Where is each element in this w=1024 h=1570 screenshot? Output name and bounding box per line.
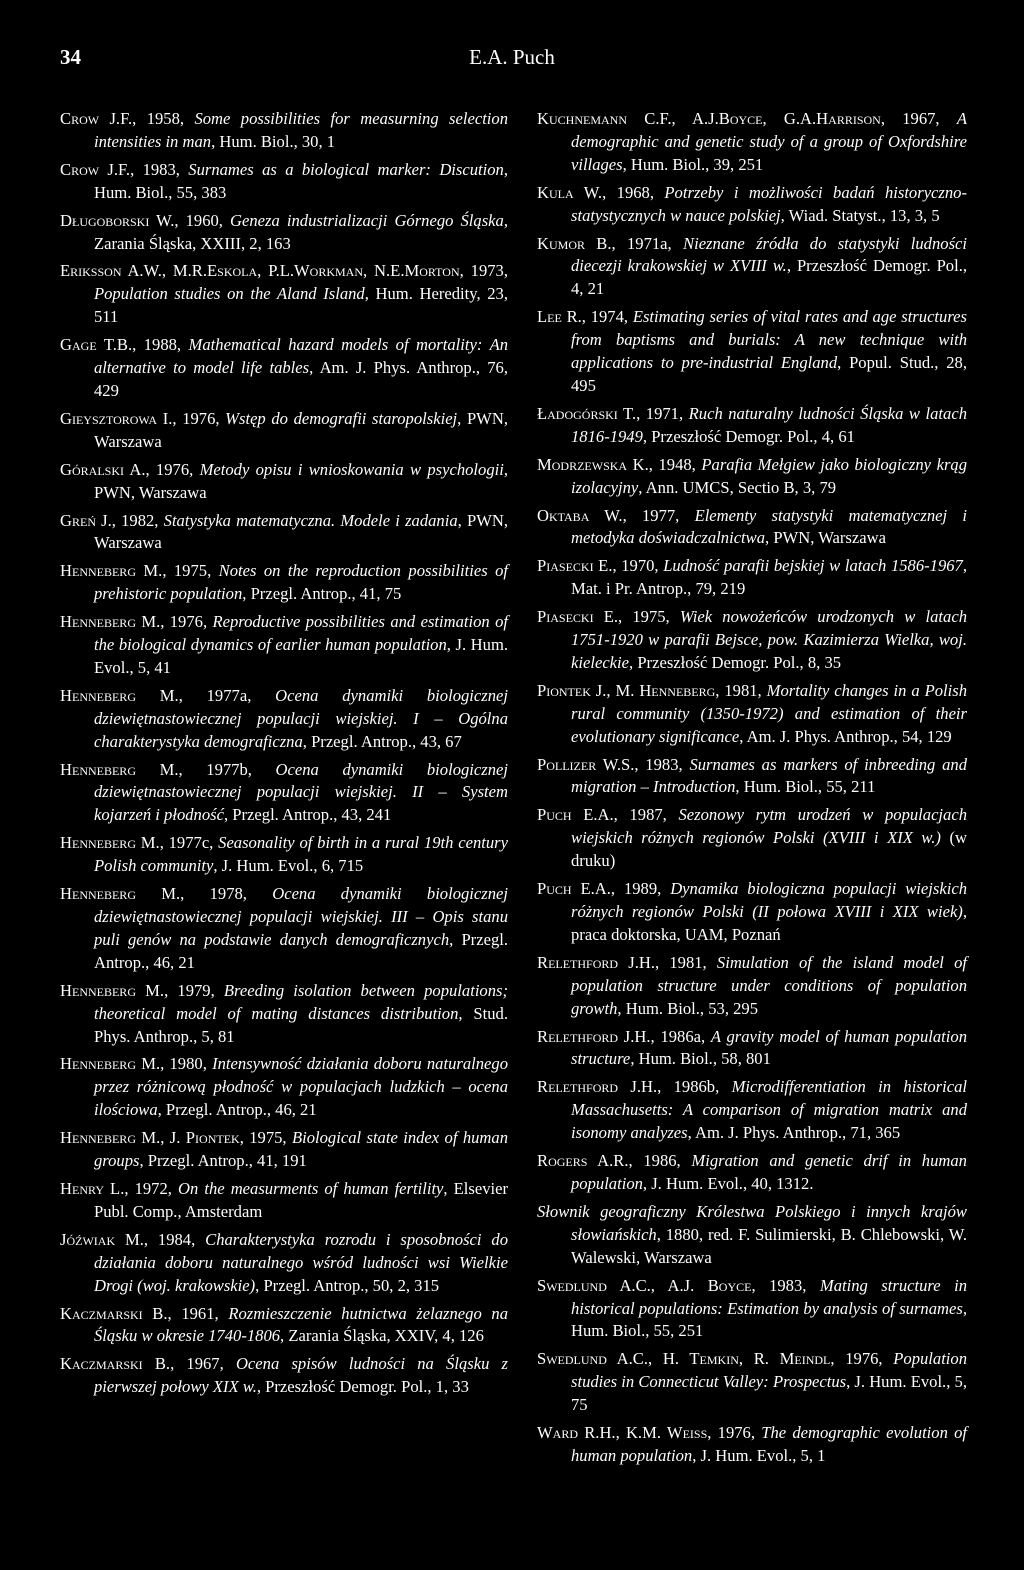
reference-year: , 1958, <box>132 109 195 128</box>
reference-author: Relethford J.H. <box>537 1077 658 1097</box>
reference-entry <box>537 306 967 398</box>
reference-source: , Am. J. Phys. Anthrop., 54, 129 <box>739 726 952 746</box>
reference-author: Henneberg M. <box>60 980 165 1000</box>
reference-title: Estimating series of vital rates and age structures from baptisms and burials: A new technique with applications to pre-industrial England <box>571 307 968 373</box>
reference-source: , Hum. Biol., 39, 251 <box>622 154 764 174</box>
reference-author: Swedlund A.C., A.J. Boyce <box>537 1275 752 1295</box>
reference-year: , 1975, <box>239 1128 292 1148</box>
reference-source: , Przeszłość Demogr. Pol., 4, 21 <box>571 256 968 299</box>
reference-year: , 1975, <box>162 561 219 581</box>
reference-year: , 1981, <box>655 952 717 972</box>
reference-title: The demographic evolution of human population <box>571 1423 968 1465</box>
reference-title: Sezonowy rytm urodzeń w populacjach wiejskich różnych regionów Polski (XVIII i XIX w.) <box>571 805 968 848</box>
reference-title: Metody opisu i wnioskowania w psychologii <box>199 459 504 479</box>
reference-author: Pollizer W.S. <box>537 754 635 774</box>
reference-entry <box>537 108 967 177</box>
reference-source: , Hum. Biol., 58, 801 <box>630 1049 771 1069</box>
reference-source: , Przegl. Antrop., 46, 21 <box>94 929 508 972</box>
reference-title: Dynamika biologiczna populacji wiejskich różnych regionów Polski (II połowa XVIII i XIX wiek) <box>571 879 967 921</box>
reference-title: Some possibilities for measurning selection intensities in man <box>94 109 509 151</box>
reference-entry <box>537 1076 967 1145</box>
reference-source: , Hum. Biol., 30, 1 <box>211 131 336 151</box>
reference-author: Modrzewska K. <box>537 454 649 474</box>
reference-source: , Hum. Biol., 55, 383 <box>94 159 508 202</box>
reference-entry <box>537 1348 967 1417</box>
reference-source: , Elsevier Publ. Comp., Amsterdam <box>94 1178 509 1221</box>
reference-year: , 1976, <box>830 1349 894 1369</box>
reference-source: , J. Hum. Evol., 6, 715 <box>213 856 364 876</box>
reference-source: , Am. J. Phys. Anthrop., 71, 365 <box>687 1123 901 1143</box>
reference-author: Henneberg M. <box>60 759 179 779</box>
reference-title: A gravity model of human population structure <box>571 1026 967 1069</box>
reference-entry <box>60 685 508 754</box>
reference-author: Relethford J.H. <box>537 1026 651 1046</box>
reference-entry <box>60 1353 508 1399</box>
reference-year: , 1976, <box>707 1423 762 1443</box>
references-right-column <box>537 108 967 1473</box>
reference-author: Puch E.A. <box>537 879 611 899</box>
reference-entry <box>60 1229 508 1298</box>
reference-title: Wstęp do demografii staropolskiej <box>225 408 458 428</box>
reference-year: , 1967, <box>170 1354 236 1374</box>
reference-title: Ruch naturalny ludności Śląska w latach 1816-1949 <box>571 403 967 446</box>
reference-entry <box>537 454 967 500</box>
reference-source: , Przegl. Antrop., 43, 67 <box>302 731 462 751</box>
reference-author: Kaczmarski B. <box>60 1354 171 1374</box>
reference-author: Henneberg M., J. Piontek <box>60 1128 240 1148</box>
reference-entry <box>537 1422 967 1468</box>
reference-title: Surnames as markers of inbreeding and migration – Introduction <box>571 754 968 797</box>
reference-entry <box>537 680 967 749</box>
reference-entry <box>537 505 967 551</box>
page-number: 34 <box>60 45 81 69</box>
reference-title: Surnames as a biological marker: Discution <box>188 159 504 179</box>
reference-author: Kuchnemann C.F., A.J.Boyce, G.A.Harrison <box>537 109 881 128</box>
reference-title: Ocena spisów ludności na Śląsku z pierwszej połowy XIX w. <box>94 1354 509 1397</box>
reference-year: , 1980, <box>160 1054 213 1074</box>
reference-author: Eriksson A.W., M.R.Eskola, P.L.Workman, N.E.Morton <box>60 261 460 281</box>
reference-entry <box>537 606 967 675</box>
reference-author: Kumor B. <box>537 233 612 253</box>
reference-author: Henneberg M. <box>60 561 163 581</box>
reference-year: , 1979, <box>164 980 224 1000</box>
reference-entry <box>537 555 967 601</box>
reference-entry <box>60 832 508 878</box>
reference-year: , 1974, <box>581 307 633 327</box>
reference-source: , Stud. Phys. Anthrop., 5, 81 <box>94 1003 508 1046</box>
reference-title: Ludność parafii bejskiej w latach 1586-1967 <box>663 556 963 576</box>
reference-entry <box>537 182 967 228</box>
reference-author: Piontek J., M. Henneberg <box>537 680 716 700</box>
page-header <box>60 42 964 72</box>
reference-year: , 1983, <box>130 159 189 179</box>
reference-author: Henneberg M. <box>60 884 181 904</box>
reference-title: Elementy statystyki matematycznej i metodyka doświadczalnictwa <box>571 505 967 548</box>
reference-title: Migration and genetic drif in human population <box>571 1151 967 1193</box>
reference-title: Wiek nowożeńców urodzonych w latach 1751-1920 w parafii Bejsce, pow. Kazimierza Wielka, woj. kieleckie <box>571 607 967 672</box>
reference-author: Góralski A. <box>60 459 146 479</box>
reference-title: Nieznane źródła do statystyki ludności diecezji krakowskiej w XVIII w. <box>571 233 968 276</box>
reference-title: Breeding isolation between populations; theoretical model of mating distances distribution <box>94 980 508 1023</box>
reference-title: Mating structure in historical populations: Estimation by analysis of surnames <box>571 1275 967 1318</box>
reference-source: , Przegl. Antrop., 46, 21 <box>157 1100 317 1120</box>
reference-source: , praca doktorska, UAM, Poznań <box>571 902 967 944</box>
reference-title: Reproductive possibilities and estimation of the biological dynamics of earlier human population <box>94 612 509 655</box>
reference-entry <box>537 1026 967 1072</box>
reference-year: , 1982, <box>111 510 164 530</box>
reference-source: , Przegl. Antrop., 41, 191 <box>139 1151 307 1171</box>
reference-source: , Ann. UMCS, Sectio B, 3, 79 <box>638 477 837 497</box>
reference-author: Jóźwiak M. <box>60 1229 144 1249</box>
reference-entry <box>60 1303 508 1349</box>
reference-entry <box>537 1150 967 1196</box>
reference-source: , Hum. Heredity, 23, 511 <box>94 284 509 327</box>
reference-source: , PWN, Warszawa <box>94 510 508 553</box>
reference-author: Henneberg M. <box>60 833 160 853</box>
reference-title: Charakterystyka rozrodu i sposobności do działania doboru naturalnego wśród ludności wsi Wielkie Drogi (woj. krakowskie) <box>94 1229 508 1295</box>
reference-year: , 1986b, <box>657 1077 732 1097</box>
reference-title: Notes on the reproduction possibilities of prehistoric population <box>94 561 509 604</box>
reference-source: , PWN, Warszawa <box>94 459 509 502</box>
reference-entry <box>60 1127 508 1173</box>
reference-source: , Przegl. Antrop., 43, 241 <box>223 805 392 825</box>
reference-entry <box>60 611 508 680</box>
reference-author: Gieysztorowa I. <box>60 408 173 428</box>
reference-year: , 1988, <box>132 335 189 355</box>
reference-year: , 1989, <box>610 879 671 899</box>
reference-source: , PWN, Warszawa <box>94 408 508 451</box>
reference-author: Długoborski W. <box>60 210 175 230</box>
reference-source: , Przegl. Antrop., 50, 2, 315 <box>255 1275 440 1295</box>
reference-title: Ocena dynamiki biologicznej dziewiętnastowiecznej populacji wiejskiej. II – System kojarzeń i płodność <box>94 759 508 825</box>
reference-year: , 1972, <box>124 1178 178 1198</box>
reference-title: Biological state index of human groups <box>94 1128 509 1171</box>
reference-year: , 1970, <box>612 556 664 576</box>
reference-entry <box>60 334 508 403</box>
reference-title: Seasonality of birth in a rural 19th century Polish community <box>94 833 508 876</box>
reference-title: Population studies on the Aland Island <box>94 284 365 304</box>
reference-title: Mortality changes in a Polish rural community (1350-1972) and estimation of their evolutionary significance <box>571 680 968 746</box>
reference-entry <box>537 754 967 800</box>
reference-entry <box>60 1053 508 1122</box>
reference-title: On the measurments of human fertility <box>178 1178 444 1198</box>
reference-entry <box>60 510 508 556</box>
reference-source: , Przegl. Antrop., 41, 75 <box>242 584 402 604</box>
reference-year: , 1971, <box>636 403 689 423</box>
reference-entry <box>537 878 967 947</box>
reference-year: , 1971a, <box>611 233 684 253</box>
reference-author: Relethford J.H. <box>537 952 656 972</box>
reference-source: , Mat. i Pr. Antrop., 79, 219 <box>571 556 967 599</box>
reference-year: , 1981, <box>715 680 767 700</box>
reference-year: , 1961, <box>167 1303 229 1323</box>
reference-author: Kula W. <box>537 182 603 202</box>
reference-entry <box>537 233 967 302</box>
reference-author: Swedlund A.C., H. Temkin, R. Meindl <box>537 1349 831 1369</box>
reference-year: , 1983, <box>751 1275 820 1295</box>
reference-author: Henneberg M. <box>60 1054 161 1074</box>
reference-author: Henneberg M. <box>60 685 179 705</box>
reference-title: A demographic and genetic study of a group of Oxfordshire villages <box>571 109 967 174</box>
reference-entry <box>537 1275 967 1344</box>
reference-source: , PWN, Warszawa <box>765 528 886 548</box>
reference-author: Crow J.F. <box>60 109 133 128</box>
reference-year: , 1967, <box>880 109 957 128</box>
reference-source: , Hum. Biol., 55, 251 <box>571 1298 967 1341</box>
reference-title: Parafia Mełgiew jako biologiczny krąg izolacyjny <box>571 454 967 497</box>
reference-entry <box>537 403 967 449</box>
reference-author: Greń J. <box>60 510 112 530</box>
reference-author: Rogers A.R. <box>537 1151 629 1171</box>
reference-year: , 1986a, <box>650 1026 711 1046</box>
reference-source: , Zarania Śląska, XXIV, 4, 126 <box>280 1326 484 1346</box>
reference-year: , 1984, <box>143 1229 206 1249</box>
reference-year: , 1968, <box>602 182 665 202</box>
reference-title: Intensywność działania doboru naturalnego przez różnicową płodność w populacjach ludzkich – ocena ilościowa <box>94 1054 509 1120</box>
reference-year: , 1948, <box>648 454 702 474</box>
reference-year: , 1976, <box>145 459 200 479</box>
reference-source: , Popul. Stud., 28, 495 <box>571 353 967 395</box>
reference-author: Ward R.H., K.M. Weiss <box>537 1423 708 1443</box>
reference-source: , Przeszłość Demogr. Pol., 8, 35 <box>629 652 842 672</box>
reference-year: , 1977, <box>622 505 695 525</box>
reference-year: , 1960, <box>174 210 231 230</box>
reference-entry <box>60 408 508 454</box>
reference-source: , J. Hum. Evol., 40, 1312. <box>642 1173 814 1193</box>
reference-entry <box>60 210 508 256</box>
reference-year: , 1987, <box>613 805 679 825</box>
reference-entry <box>60 1178 508 1224</box>
reference-title: Geneza industrializacji Górnego Śląska <box>230 210 504 230</box>
reference-year: , 1986, <box>628 1151 692 1171</box>
reference-year: , 1976, <box>160 612 213 632</box>
reference-title: Słownik geograficzny Królestwa Polskiego i innych krajów słowiańskich <box>537 1201 967 1244</box>
reference-source: , J. Hum. Evol., 5, 75 <box>571 1372 967 1415</box>
reference-entry <box>60 159 508 205</box>
reference-source: , Zarania Śląska, XXIII, 2, 163 <box>94 210 508 253</box>
reference-year: , 1977b, <box>178 759 276 779</box>
reference-author: Piasecki E. <box>537 556 613 576</box>
reference-year: , 1975, <box>618 607 680 627</box>
reference-year: , 1977c, <box>159 833 219 853</box>
reference-title: Statystyka matematyczna. Modele i zadania <box>163 510 458 530</box>
references-left-column <box>60 108 508 1404</box>
reference-title: Population studies in Connecticut Valley: Prospectus <box>571 1349 968 1392</box>
reference-entry <box>60 759 508 828</box>
reference-author: Piasecki E. <box>537 607 619 627</box>
reference-author: Crow J.F. <box>60 159 131 179</box>
reference-year: , 1978, <box>180 884 273 904</box>
reference-author: Henry L. <box>60 1178 125 1198</box>
reference-source: , 1880, red. F. Sulimierski, B. Chlebowski, W. Walewski, Warszawa <box>571 1224 967 1267</box>
reference-source: , Hum. Biol., 53, 295 <box>617 998 759 1018</box>
reference-title: Mathematical hazard models of mortality: An alternative to model life tables <box>94 335 509 378</box>
reference-author: Lee R. <box>537 307 582 327</box>
reference-year: , 1977a, <box>178 685 276 705</box>
reference-entry <box>60 560 508 606</box>
reference-author: Ładogórski T. <box>537 403 637 423</box>
reference-source: (w druku) <box>571 828 967 871</box>
reference-author: Kaczmarski B. <box>60 1303 168 1323</box>
reference-title: Potrzeby i możliwości badań historyczno-statystycznych w nauce polskiej <box>571 182 967 225</box>
reference-author: Oktaba W. <box>537 505 623 525</box>
reference-year: , 1973, <box>459 261 508 281</box>
reference-title: Microdifferentiation in historical Massachusetts: A comparison of migration matrix and isonomy analyzes <box>571 1077 968 1143</box>
reference-source: , J. Hum. Evol., 5, 1 <box>692 1445 826 1465</box>
reference-source: , J. Hum. Evol., 5, 41 <box>94 635 509 677</box>
reference-source: , Wiad. Statyst., 13, 3, 5 <box>780 205 940 225</box>
reference-entry <box>60 260 508 329</box>
reference-source: , Przeszłość Demogr. Pol., 4, 61 <box>642 426 855 446</box>
reference-entry <box>60 459 508 505</box>
reference-year: , 1983, <box>634 754 690 774</box>
reference-entry <box>60 883 508 975</box>
reference-entry <box>537 804 967 873</box>
reference-title: Rozmieszczenie hutnictwa żelaznego na Śląsku w okresie 1740-1806 <box>94 1303 508 1346</box>
reference-entry <box>60 980 508 1049</box>
reference-entry <box>537 952 967 1021</box>
reference-author: Henneberg M. <box>60 612 161 632</box>
reference-author: Gage T.B. <box>60 335 133 355</box>
reference-entry <box>537 1201 967 1270</box>
reference-title: Ocena dynamiki biologicznej dziewiętnastowiecznej populacji wiejskiej. III – Opis stanu puli genów na podstawie danych demograficznych <box>94 884 509 949</box>
reference-entry <box>60 108 508 154</box>
reference-title: Simulation of the island model of population structure under conditions of population growth <box>571 952 968 1018</box>
running-head: E.A. Puch <box>469 45 555 69</box>
reference-source: , Hum. Biol., 55, 211 <box>735 777 876 797</box>
reference-source: , Am. J. Phys. Anthrop., 76, 429 <box>94 358 508 400</box>
reference-year: , 1976, <box>172 408 226 428</box>
reference-source: , Przeszłość Demogr. Pol., 1, 33 <box>256 1377 469 1397</box>
reference-author: Puch E.A. <box>537 805 614 825</box>
reference-title: Ocena dynamiki biologicznej dziewiętnastowiecznej populacji wiejskiej. I – Ogólna charakterystyka demograficzna <box>94 685 508 751</box>
